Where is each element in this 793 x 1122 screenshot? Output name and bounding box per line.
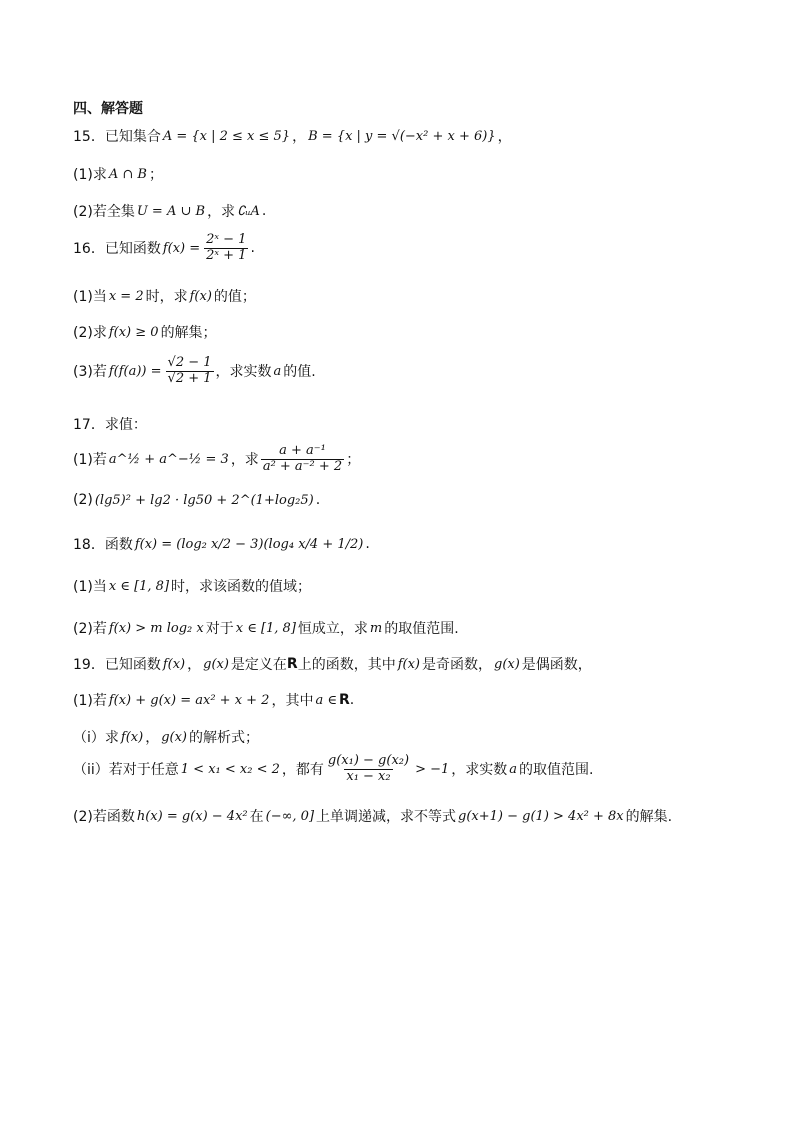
q18-p2-math2: x ∈ [1, 8] bbox=[235, 620, 296, 636]
q19-p1-R: R bbox=[338, 692, 350, 708]
q16-stem-text: 16．已知函数 bbox=[73, 241, 161, 258]
q19-pii-rel: > −1 bbox=[415, 761, 450, 777]
q16-part1 bbox=[73, 286, 256, 306]
q16-p1-label: (1)当 bbox=[73, 289, 107, 305]
q16-p1-text: 时，求 bbox=[145, 289, 188, 305]
q18-p1-end: 时，求该函数的值域； bbox=[171, 579, 312, 595]
q18-p2-end: 的取值范围. bbox=[384, 621, 459, 637]
q15-set-b: B = {x | y = √(−x² + x + 6)} bbox=[308, 128, 496, 144]
q18-part2 bbox=[73, 618, 459, 638]
q19-stem3: 上的函数，其中 bbox=[297, 657, 396, 673]
q19-p2-math: h(x) = g(x) − 4x² bbox=[136, 808, 248, 824]
q19-p1-text: ，其中 bbox=[271, 693, 314, 709]
q19-comma: ， bbox=[187, 657, 202, 673]
q19-part2 bbox=[73, 806, 672, 826]
q16-fraction bbox=[204, 233, 248, 264]
q16-part2 bbox=[73, 322, 217, 342]
q17-p1-text: ，求 bbox=[230, 452, 259, 469]
q15-sep: ， bbox=[292, 129, 307, 145]
q19-p1-label: (1)若 bbox=[73, 693, 107, 709]
q19-pi-label: （i）求 bbox=[73, 730, 119, 746]
q19-pii-num: g(x₁) − g(x₂) bbox=[327, 753, 410, 768]
q19-pii-fraction bbox=[326, 754, 411, 785]
q15-part1 bbox=[73, 164, 163, 184]
q19-g: g(x) bbox=[203, 656, 229, 672]
q16-stem-end: . bbox=[250, 240, 255, 257]
q19-p2-interval: (−∞, 0] bbox=[265, 808, 315, 824]
q17-stem bbox=[73, 414, 147, 434]
q15-set-a: A = {x | 2 ≤ x ≤ 5} bbox=[162, 128, 291, 144]
q18-p2-text2: 恒成立，求 bbox=[297, 621, 368, 637]
q18-f-math: f(x) = (log₂ x/2 − 3)(log₄ x/4 + 1/2) bbox=[134, 536, 364, 552]
q17-p1-fraction bbox=[261, 444, 344, 475]
q17-p2-math: (lg5)² + lg2 · lg50 + 2^(1+log₂5) bbox=[94, 492, 314, 508]
q19-stem4: 是奇函数， bbox=[422, 657, 492, 673]
q16-f-den: 2ˣ + 1 bbox=[206, 247, 247, 263]
q15-p2-text: ，求 bbox=[207, 204, 236, 220]
q15-p1-label: (1)求 bbox=[73, 167, 107, 183]
q17-part2 bbox=[73, 492, 320, 508]
q19-g-2: g(x) bbox=[494, 656, 520, 672]
q18-p2-var: m bbox=[369, 620, 383, 636]
q17-part1 bbox=[73, 444, 360, 475]
q19-p2-end: 的解集. bbox=[625, 809, 673, 825]
q16-stem bbox=[73, 233, 255, 264]
q19-pi-comma: ， bbox=[145, 730, 160, 746]
q19-part1-ii bbox=[73, 754, 594, 785]
q16-part3 bbox=[73, 356, 316, 387]
q15-p2-end: . bbox=[261, 203, 267, 219]
q19-p2-text: 在 bbox=[249, 809, 264, 825]
q19-part1-i bbox=[73, 727, 259, 747]
q17-p2-end: . bbox=[315, 492, 321, 508]
q16-p2-label: (2)求 bbox=[73, 325, 107, 341]
q16-p3-var: a bbox=[273, 363, 282, 379]
q19-p1-math: f(x) + g(x) = ax² + x + 2 bbox=[108, 692, 270, 708]
q18-stem-text: 18．函数 bbox=[73, 537, 133, 553]
q15-p2-label: (2)若全集 bbox=[73, 204, 135, 220]
q19-pi-f: f(x) bbox=[120, 729, 144, 745]
q18-stem bbox=[73, 534, 370, 554]
q16-p3-den: √2 + 1 bbox=[167, 370, 212, 386]
q19-stem bbox=[73, 654, 592, 674]
q19-f-2: f(x) bbox=[397, 656, 420, 672]
q19-pi-g: g(x) bbox=[161, 729, 187, 745]
q16-p3-text: ，求实数 bbox=[215, 364, 272, 381]
q18-p1-math: x ∈ [1, 8] bbox=[108, 578, 170, 594]
q19-p2-text2: 上单调递减，求不等式 bbox=[316, 809, 457, 825]
q18-p1-label: (1)当 bbox=[73, 579, 107, 595]
q18-part1 bbox=[73, 576, 311, 596]
q15-prefix: 15．已知集合 bbox=[73, 129, 161, 145]
q16-p1-math: x = 2 bbox=[108, 288, 144, 304]
q19-stem2: 是定义在 bbox=[230, 657, 287, 673]
q15-p1-math: A ∩ B bbox=[108, 166, 147, 182]
q16-p1-math2: f(x) bbox=[189, 288, 212, 304]
q17-p1-end: ； bbox=[346, 452, 361, 469]
q15-p2-math1: U = A ∪ B bbox=[136, 203, 206, 219]
q19-stem5: 是偶函数， bbox=[521, 657, 592, 673]
q15-p1-end: ； bbox=[148, 167, 163, 183]
q19-pii-var: a bbox=[509, 761, 518, 777]
q19-pii-math: 1 < x₁ < x₂ < 2 bbox=[180, 761, 280, 777]
q18-p2-label: (2)若 bbox=[73, 621, 107, 637]
q16-p3-label: (3)若 bbox=[73, 364, 107, 381]
q16-p1-end: 的值； bbox=[213, 289, 256, 305]
q15-stem bbox=[73, 126, 512, 146]
q19-p1-math2: a ∈ bbox=[315, 692, 337, 708]
q19-p1-end: . bbox=[349, 692, 355, 708]
q19-pii-end: 的取值范围. bbox=[519, 762, 594, 779]
q18-p2-text: 对于 bbox=[205, 621, 234, 637]
q18-p2-math: f(x) > m log₂ x bbox=[108, 620, 204, 636]
q19-pii-label: （ii）若对于任意 bbox=[73, 762, 179, 779]
q16-f-lhs: f(x) = bbox=[162, 240, 201, 256]
q19-pii-text2: ，求实数 bbox=[451, 762, 508, 779]
q16-f-num: 2ˣ − 1 bbox=[206, 232, 247, 247]
q17-stem-text: 17．求值： bbox=[73, 417, 147, 433]
q17-p1-label: (1)若 bbox=[73, 452, 107, 469]
q15-part2 bbox=[73, 201, 266, 221]
q19-pii-den: x₁ − x₂ bbox=[346, 768, 391, 784]
q16-p2-math: f(x) ≥ 0 bbox=[108, 324, 159, 340]
q17-p1-den: a² + a⁻² + 2 bbox=[262, 458, 343, 474]
q16-p3-end: 的值. bbox=[283, 364, 316, 381]
q19-part1 bbox=[73, 690, 354, 710]
q16-p3-fraction bbox=[166, 356, 214, 387]
q16-p2-end: 的解集； bbox=[160, 325, 217, 341]
q17-p2-label: (2) bbox=[73, 492, 93, 508]
q19-pii-text: ，都有 bbox=[281, 762, 324, 779]
q15-end: ， bbox=[497, 129, 512, 145]
q16-p3-num: √2 − 1 bbox=[167, 355, 212, 370]
q19-pi-end: 的解析式； bbox=[188, 730, 259, 746]
q16-p3-lhs: f(f(a)) = bbox=[108, 363, 162, 379]
q19-R: R bbox=[286, 656, 298, 672]
q18-stem-end: . bbox=[365, 536, 370, 552]
q19-p2-ineq: g(x+1) − g(1) > 4x² + 8x bbox=[458, 808, 624, 824]
q17-p1-num: a + a⁻¹ bbox=[279, 443, 326, 458]
q17-p1-math: a^½ + a^−½ = 3 bbox=[108, 451, 229, 467]
q19-p2-label: (2)若函数 bbox=[73, 809, 135, 825]
section-title-text: 四、解答题 bbox=[73, 101, 143, 117]
q19-f: f(x) bbox=[162, 656, 186, 672]
section-title bbox=[73, 98, 143, 118]
q19-stem1: 19．已知函数 bbox=[73, 657, 161, 673]
q15-p2-math2: ∁ᵤA bbox=[237, 203, 260, 219]
